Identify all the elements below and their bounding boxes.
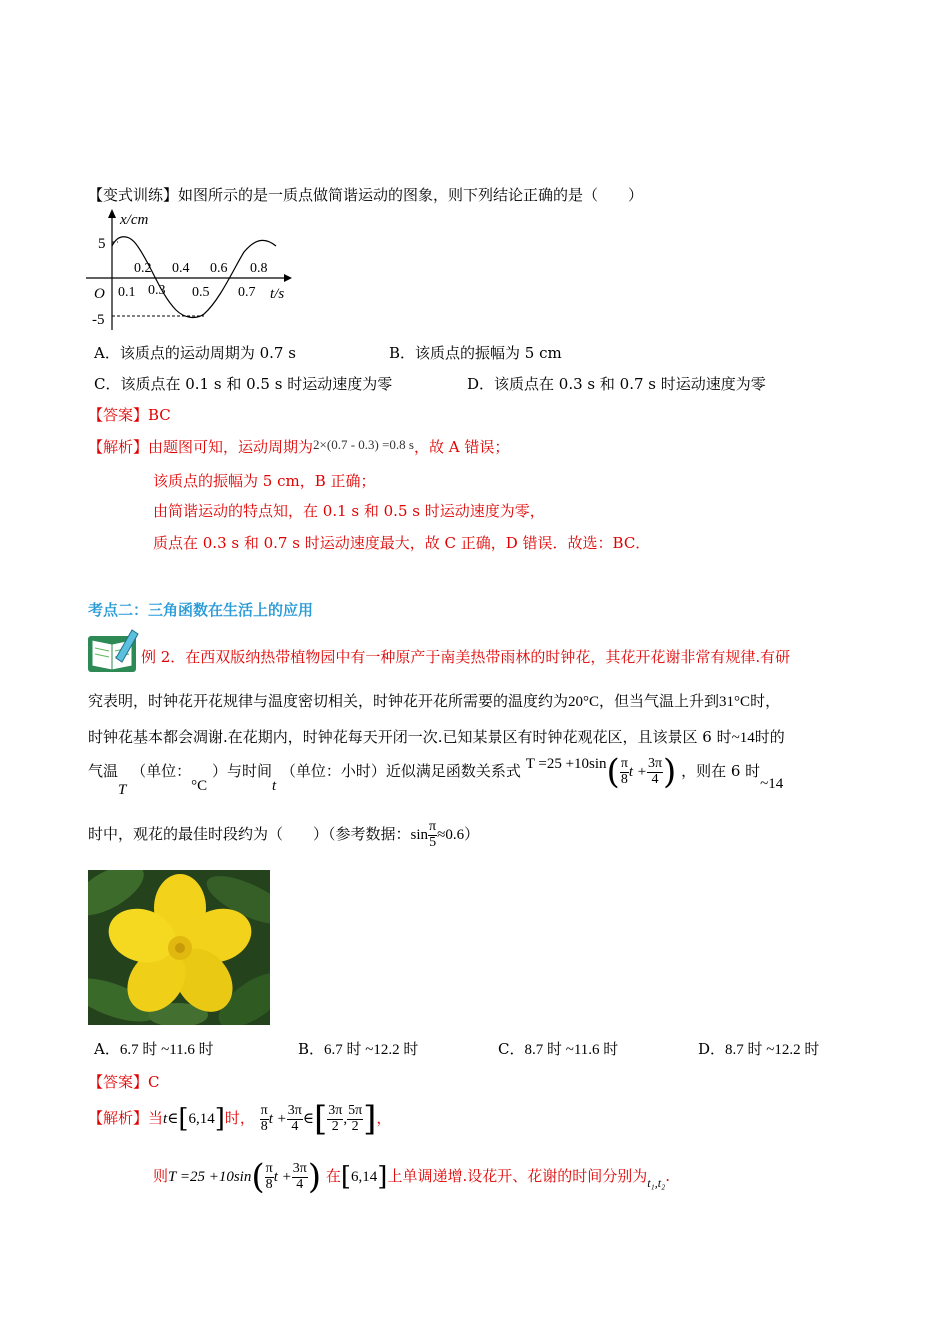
q2-option-d: D．8.7 时 ~12.2 时 (698, 1040, 820, 1058)
q2-option-b: B．6.7 时 ~12.2 时 (298, 1040, 419, 1058)
y-axis-label: x/cm (120, 212, 149, 228)
q1-stem: 【变式训练】如图所示的是一质点做简谐运动的图象，则下列结论正确的是（ ） (88, 186, 644, 204)
x-tick-0.5: 0.5 (192, 285, 210, 300)
shm-graph (84, 206, 294, 334)
x-tick-0.8: 0.8 (250, 261, 268, 276)
q2-analysis-line1: 【解析】当t∈[6,14]时， $\frac{\pi}{8}$ t + $\frac{3\pi}{4}$ ∈[ $\frac{3\pi}{2}$ , $\frac{5\pi}{2}$ ]， (88, 1099, 392, 1139)
q2-option-a: A．6.7 时 ~11.6 时 (94, 1040, 214, 1058)
q1-option-b: B．该质点的振幅为 5 cm (389, 344, 562, 362)
clock-flower-photo (88, 870, 270, 1025)
shm-curve (112, 237, 276, 318)
x-tick-0.7: 0.7 (238, 285, 256, 300)
x-tick-0.6: 0.6 (210, 261, 228, 276)
x-axis-arrow (108, 209, 116, 218)
q1-analysis-line1: 【解析】由题图可知，运动周期为2×(0.7 - 0.3) =0.8 s，故 A 错误； (88, 437, 510, 456)
y-tick-neg5: -5 (92, 312, 105, 328)
q2-answer: 【答案】C (88, 1073, 160, 1091)
section-title: 考点二：三角函数在生活上的应用 (88, 601, 314, 619)
q2-stem-line5: 时中，观花的最佳时段约为（ ）（参考数据：sin $\frac{\pi}{5}$ ≈0.6） (88, 819, 480, 850)
q1-answer: 【答案】BC (88, 406, 171, 424)
origin-label: O (94, 286, 105, 302)
period-formula: 2×(0.7 - 0.3) =0.8 s (313, 437, 414, 452)
analysis-label: 【解析】 (88, 438, 149, 456)
x-tick-0.2: 0.2 (134, 261, 152, 276)
q1-option-c: C．该质点在 0.1 s 和 0.5 s 时运动速度为零 (94, 375, 393, 393)
q2-stem-line3: 时钟花基本都会凋谢.在花期内，时钟花每天开闭一次.已知某景区有时钟花观花区，且该景区 6 时~14时的 (88, 728, 785, 746)
x-tick-0.3: 0.3 (148, 283, 166, 298)
book-pen-icon (86, 628, 140, 674)
q2-option-c: C．8.7 时 ~11.6 时 (498, 1040, 619, 1058)
t-axis-arrow (284, 274, 292, 282)
q2-analysis-line2: 则T =25 +10sin( $\frac{\pi}{8}$ t + $\frac{3\pi}{4}$ ) 在[6,14]上单调递增.设花开、花谢的时间分别为$_{t_1,t_2}$. (153, 1157, 671, 1197)
q2-stem-line2: 究表明，时钟花开花规律与温度密切相关，时钟花开花所需要的温度约为20°C，但当气温上升到31°C时， (88, 692, 781, 710)
q1-analysis-line3: 由简谐运动的特点知，在 0.1 s 和 0.5 s 时运动速度为零， (153, 502, 545, 520)
q2-stem-line1: 例 2．在西双版纳热带植物园中有一种原产于南美热带雨林的时钟花，其花开花谢非常有规律.有研 (141, 648, 791, 666)
q1-option-d: D．该质点在 0.3 s 和 0.7 s 时运动速度为零 (467, 375, 766, 393)
y-tick-5: 5 (98, 236, 106, 252)
x-axis-label: t/s (270, 286, 285, 302)
q2-stem-line4: 气温T （单位：°C ）与时间t （单位：小时）近似满足函数关系式 T =25 +10sin( $\frac{\pi}{8}$ t + $\frac{3\pi}{4}$ ) ，则在 6 时~14 (88, 752, 784, 798)
q1-analysis-line4: 质点在 0.3 s 和 0.7 s 时运动速度最大，故 C 正确，D 错误．故选：BC． (153, 534, 651, 552)
q1-analysis-line2: 该质点的振幅为 5 cm，B 正确； (153, 472, 376, 490)
x-tick-0.1: 0.1 (118, 285, 136, 300)
temperature-formula: T =25 +10sin (525, 756, 607, 772)
q1-option-a: A．该质点的运动周期为 0.7 s (94, 344, 296, 362)
x-tick-0.4: 0.4 (172, 261, 190, 276)
